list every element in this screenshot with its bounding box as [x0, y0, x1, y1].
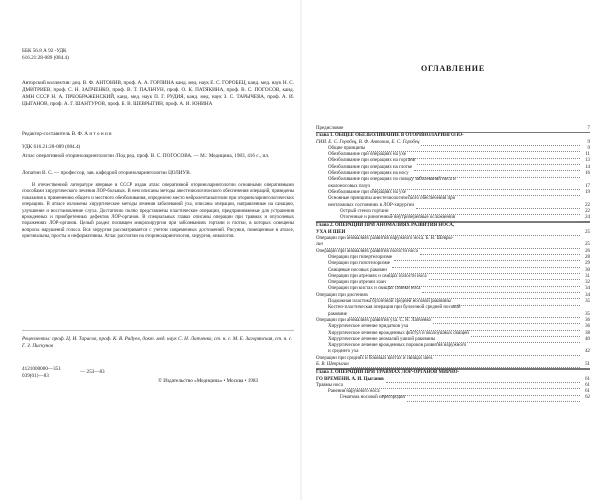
- toc-entry-title: Обезболивание при операциях на глотке: [328, 164, 413, 170]
- toc-entry-page: 25: [585, 242, 590, 248]
- toc-entry-title: Острый стеноз гортани: [340, 208, 389, 214]
- toc-entry-title: Хирургическое лечение врожденных пороков развития наружного: [328, 343, 467, 349]
- toc-entry-title: Б. В. Шеврыгин: [316, 361, 349, 367]
- toc-entry-title: Ранения наружного носа: [328, 389, 380, 395]
- left-page: [0, 0, 300, 500]
- toc-entry-title: Отогенные и риногенные внутричерепные осложнения: [340, 215, 456, 221]
- toc-entry: [316, 132, 590, 139]
- toc-entry-title: УХА И ШЕИ: [316, 229, 346, 235]
- book-title-line: Атлас оперативной оториноларингологии /Под ред. проф. В. С. ПОГОСОВА. — М.: Медицина, 1983, 416 с., ил.: [22, 153, 270, 159]
- publisher-line: © Издательство «Медицина» • Москва • 1983: [158, 378, 259, 384]
- toc-entry-title: Операции при атрезии хоан: [328, 280, 386, 286]
- toc-entry-title: околоносовых пазух: [328, 183, 371, 189]
- authors-collective: Авторский коллектив: доц. В. Ф. АНТОНИВ, проф. А. А. ГОРЛИНА канд. мед. наук Е. С. ГОРОБЕЦ, канд. мед. наук Н. С. ДМИТРИЕВ, проф. С. Н. ЗАПЧЕНКО, проф. В. Т. ПАЛЬЧУН, проф. О. К. ПАТЯКИНА, проф. В. С. ПОГОСОВ, канд. АМН СССР Н. А. ПРЕОБРАЖЕНСКИЙ, канд. мед. наук П. Г. РУДИЯ, канд. мед. наук З. С. ТАРЫЧЕВА, проф. А. И. ЦЫГАНОВ, проф. А. Г. ШАНТУРОВ, проф. Б. В. ШЕВРЫГИН, проф. А. И. ЮНИНА: [22, 80, 294, 107]
- toc-entry-title: Глава 3. ОПЕРАЦИИ ПРИ ТРАВМАХ ЛОР-ОРГАНОВ МИРНО-: [316, 370, 460, 376]
- print-code-line: 4121000000—351: [22, 366, 61, 372]
- toc-entry-title: Операции при дисгениях: [316, 292, 369, 298]
- editor-line: Редактор-составитель В. Ф. А н т о н и в: [22, 131, 112, 137]
- abstract: В отечественной литературе впервые в СССР издан атлас оперативной оториноларингологии основными оперативными способами хирургического лечения ЛОР-больных. В нем описаны методы анестезиологического обеспечения операций, приведены показания к применению общего и местного обезболивания, определено место нейролептаналгезии при оториноларингологических операциях. В атласе изложены хирургические методы лечения заболеваний уха, описаны операции, направленные на санацию, улучшение и восстановление слуха. Достаточно полно представлены пластические операции, предпринимаемые для устранения врожденных и приобретенных дефектов ЛОР-органов. В специальных главах описаны операции при травмах и опухолевых поражениях ЛОР-органов. Целый раздел посвящен микрохирургии при заболеваниях гортани и глотки, в которых освещены вопросы нарушений голоса. Вся хирургия рассматривается с учетом современных достижений. Рисунки, помещенные в атласе, оригинальны, просты и информативны. Атлас рассчитан на оториноларингологов, хирургов, онкологов.: [22, 183, 294, 240]
- toc-entry-title: Гематома носовой перегородки: [340, 395, 405, 401]
- toc-entry-title: Хирургическое лечение придатков уха: [328, 324, 409, 330]
- toc-entry-title: Основные принципы анестезиологического обеспечения при: [328, 196, 456, 202]
- toc-entry-page: 19: [585, 189, 590, 195]
- toc-entry-title: Обезболивание при операциях на носу: [328, 171, 409, 177]
- toc-entry-page: 30: [585, 267, 590, 273]
- right-page: [302, 0, 604, 500]
- toc-entry-page: 31: [585, 273, 590, 279]
- toc-entry-page: 28: [585, 254, 590, 260]
- udk-line: УДК 616.21:28-089 (084.4): [22, 144, 81, 150]
- toc-entry-title: Операции при гипотелоризме: [328, 261, 390, 267]
- toc-entry-title: Предисловие: [316, 126, 344, 131]
- toc-entry-page: 9: [587, 145, 590, 151]
- toc-entry-page: 34: [585, 292, 590, 298]
- toc-entry: [316, 395, 590, 401]
- toc-entry-page: 14: [585, 164, 590, 170]
- table-of-contents: [316, 126, 590, 402]
- toc-entry-title: ГО ВРЕМЕНИ. А. И. Цыганов: [316, 376, 384, 382]
- toc-entry-page: 61: [585, 382, 590, 388]
- toc-leader-dots: [457, 220, 580, 222]
- toc-entry-page: 36: [585, 317, 590, 323]
- toc-entry-page: 17: [585, 183, 590, 189]
- toc-entry-title: Обезболивание при операциях на ухе: [328, 189, 406, 195]
- toc-entry-title: Операции при аномалиях развития наружного носа. Б. В. Шевры-: [316, 236, 454, 242]
- toc-entry-page: 22: [585, 208, 590, 214]
- divider: [22, 330, 294, 331]
- print-code-suffix: — 253—83: [80, 369, 105, 375]
- toc-leader-dots: [407, 400, 580, 402]
- toc-entry-page: 22: [585, 202, 590, 208]
- toc-entry-title: гин: [316, 242, 323, 248]
- toc-entry-page: 32: [585, 280, 590, 286]
- toc-entry-page: 62: [585, 395, 590, 401]
- toc-entry-page: 35: [585, 311, 590, 317]
- toc-entry-page: 13: [585, 158, 590, 164]
- toc-entry-page: 51: [585, 361, 590, 367]
- toc-entry-title: Хирургическое лечение аномалий ушной раковины: [328, 336, 436, 342]
- print-code-line: 039(01)—83: [22, 373, 49, 379]
- toc-entry: [316, 369, 590, 376]
- toc-heading: ОГЛАВЛЕНИЕ: [421, 64, 485, 73]
- toc-entry-page: 26: [585, 248, 590, 254]
- toc-entry-page: 42: [585, 349, 590, 355]
- toc-entry-page: 36: [585, 324, 590, 330]
- toc-entry: [316, 362, 590, 369]
- toc-entry-page: 38: [585, 330, 590, 336]
- reviewers: Рецензенты: проф. Ц. И. Тарасов, проф. К. В. Радуев, докт. мед. наук С. Н. Лапченко, ст. н. с. М. Е. Загорянская, ст. н. с. Г. З. Пискунов: [22, 336, 293, 349]
- toc-entry-page: 34: [585, 286, 590, 292]
- toc-entry-page: 16: [585, 171, 590, 177]
- toc-entry-page: 25: [585, 229, 590, 235]
- toc-entry-title: Операции при средних и боковых кистах и свищах шеи.: [316, 355, 434, 361]
- toc-entry-title: Операции при атрезиях и свищах полости носа: [328, 273, 427, 279]
- toc-entry-page: 7: [587, 126, 590, 131]
- toc-leader-dots: [351, 366, 580, 368]
- toc-entry-title: раковине: [328, 311, 347, 317]
- print-code: [22, 366, 61, 380]
- toc-entry-title: Глава 2. ОПЕРАЦИИ ПРИ АНОМАЛИЯХ РАЗВИТИЯ НОСА,: [316, 223, 455, 229]
- toc-entry-title: Операции при аномалиях развития уха. С. Н. Лапченко: [316, 317, 431, 323]
- toc-entry-title: Подкожная пластика буллезной средней носовой раковины: [328, 299, 451, 305]
- toc-entry-page: 61: [585, 376, 590, 382]
- toc-entry-page: 9: [587, 139, 590, 145]
- toc-entry-title: Свищевые носовых раковин: [328, 267, 387, 273]
- toc-entry-page: 29: [585, 261, 590, 267]
- toc-entry-title: Обезболивание при операциях на гортани: [328, 158, 416, 164]
- bbk-line: ББК 56.8 А 92 -УДК: [22, 48, 67, 54]
- toc-entry-title: Глава 1. ОБЩЕЕ ОБЕЗБОЛИВАНИЕ В ОТОРИНОЛАРИНГОЛО-: [316, 133, 464, 139]
- toc-entry-page: 24: [585, 215, 590, 221]
- bbk-index: [22, 48, 69, 62]
- toc-entry-page: 35: [585, 299, 590, 305]
- toc-entry-title: Операции при аномалиях развития полости носа: [316, 248, 418, 254]
- toc-entry-title: и среднего уха: [328, 349, 359, 355]
- toc-entry: [316, 222, 590, 229]
- toc-entry-title: Общие принципы: [328, 145, 366, 151]
- author-note: Лопатин В. С. — профессор, зав. кафедрой оториноларингологии ЦОЛИУВ.: [22, 170, 191, 176]
- toc-entry-page: 11: [585, 152, 590, 158]
- toc-entry-title: Обезболивание при операциях на ухе: [328, 152, 406, 158]
- toc-entry-title: Хирургическое лечение врожденных фистул и околоушных свищей: [328, 330, 469, 336]
- toc-entry-title: Травмы носа: [316, 382, 343, 388]
- toc-entry-title: Операции при кистах и свищах спинки носа: [328, 286, 421, 292]
- toc-entry: [316, 215, 590, 222]
- toc-entry-title: неотложных состояниях в ЛОР-хирургии: [328, 202, 414, 208]
- toc-entry-page: 61: [585, 389, 590, 395]
- toc-entry-title: ГИИ. Е. С. Горобец, В. Ф. Антонив, Е. С. Горобец: [316, 139, 420, 145]
- toc-entry-page: 40: [585, 336, 590, 342]
- bbk-line: 616.21:28-089 (084.4): [22, 55, 69, 61]
- toc-entry-title: Обезболивание при операциях по поводу заболеваний носа и: [328, 177, 456, 183]
- toc-entry-title: Операции при гипертелоризме: [328, 254, 393, 260]
- toc-entry-title: Костно-пластическая операция при буллезной средней носовой: [328, 305, 461, 311]
